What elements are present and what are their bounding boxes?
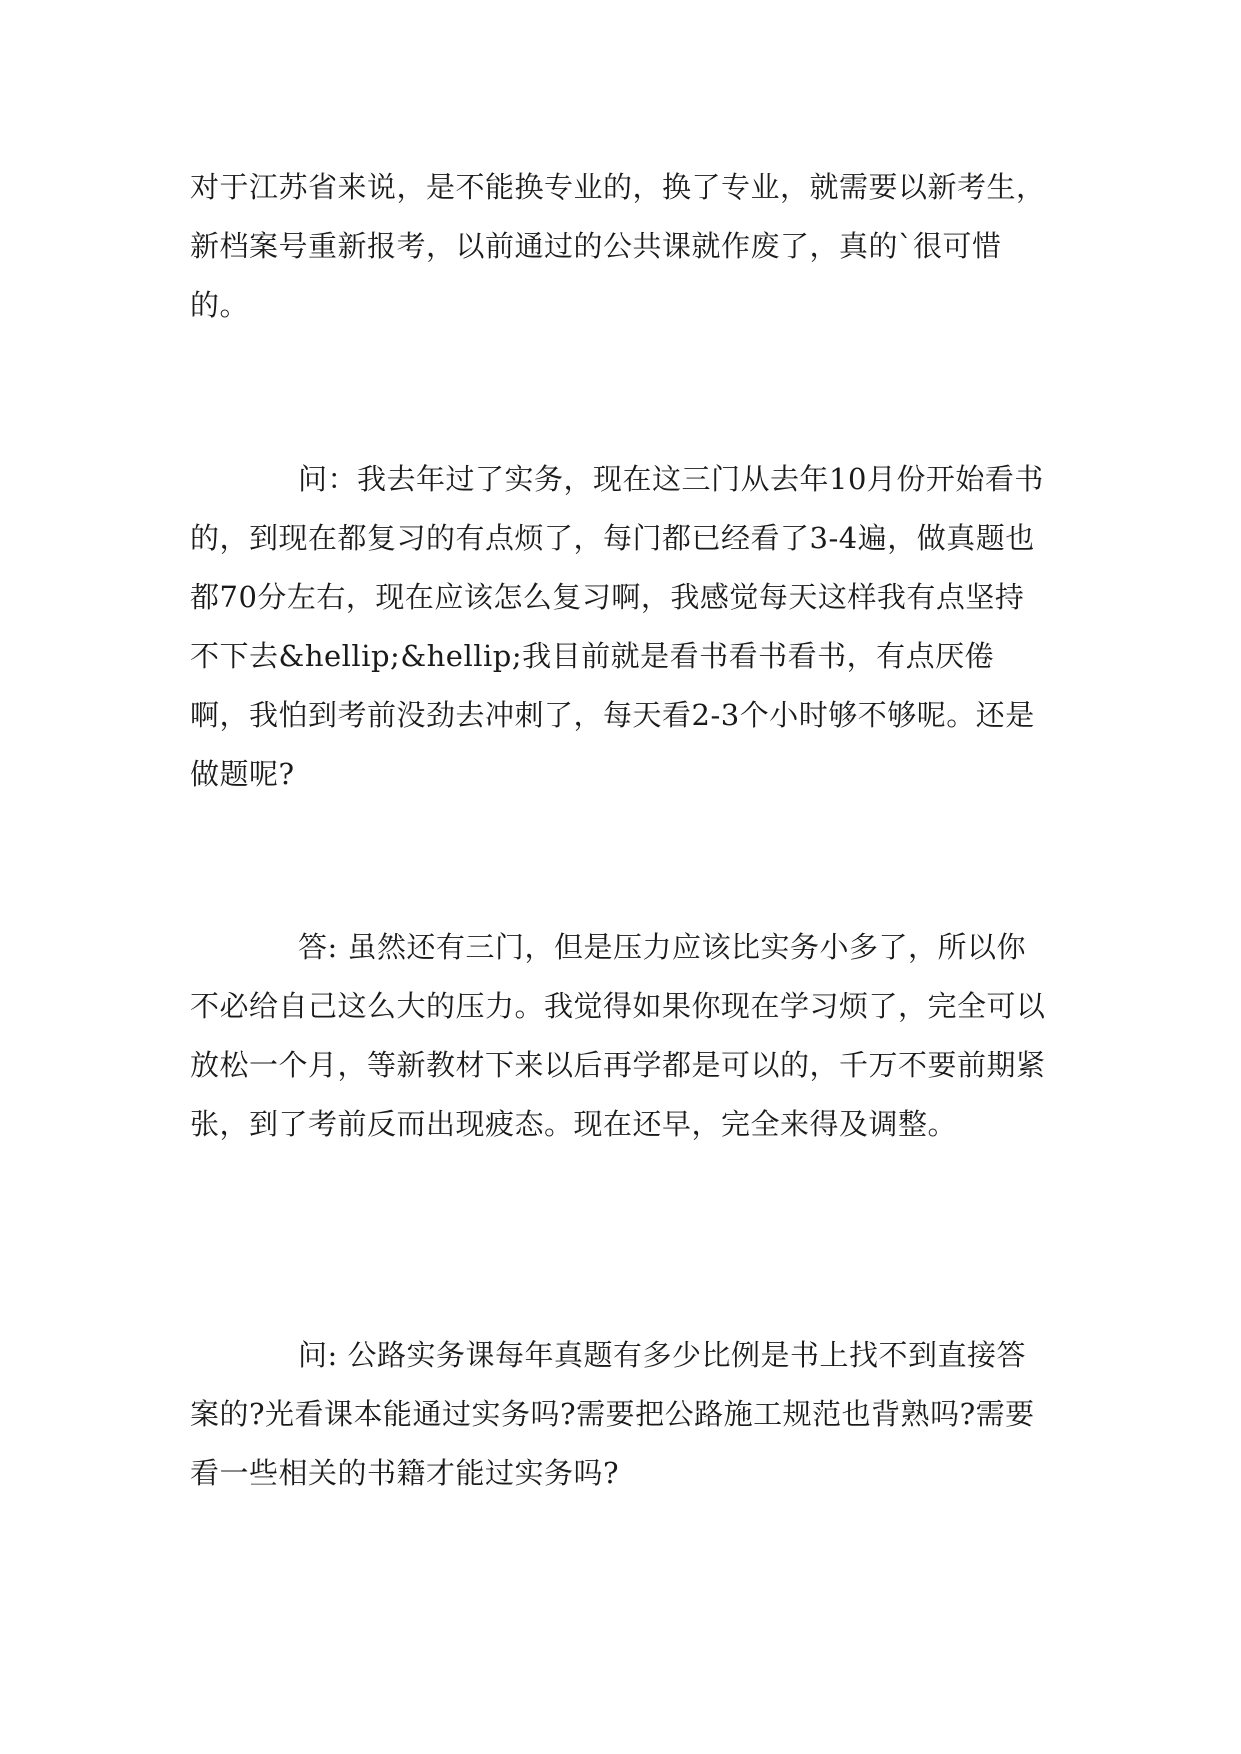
paragraph-question-review: 问：我去年过了实务，现在这三门从去年10月份开始看书的，到现在都复习的有点烦了，每门都已经看了3-4遍，做真题也都70分左右，现在应该怎么复习啊，我感觉每天这样我有点坚持不下去&hellip;&hellip;我目前就是看书看书看书，有点厌倦啊，我怕到考前没劲去冲刺了，每天看2-3个小时够不够呢。还是做题呢?	[190, 462, 1044, 791]
paragraph-transfer-policy: 对于江苏省来说，是不能换专业的，换了专业，就需要以新考生，新档案号重新报考，以前通过的公共课就作废了，真的`很可惜的。	[190, 170, 1046, 322]
paragraph-question-highway: 问: 公路实务课每年真题有多少比例是书上找不到直接答案的?光看课本能通过实务吗?需要把公路施工规范也背熟吗?需要看一些相关的书籍才能过实务吗?	[190, 1338, 1035, 1490]
paragraph-answer-review: 答: 虽然还有三门，但是压力应该比实务小多了，所以你不必给自己这么大的压力。我觉得如果你现在学习烦了，完全可以放松一个月，等新教材下来以后再学都是可以的，千万不要前期紧张，到了考前反而出现疲态。现在还早，完全来得及调整。	[190, 930, 1046, 1141]
